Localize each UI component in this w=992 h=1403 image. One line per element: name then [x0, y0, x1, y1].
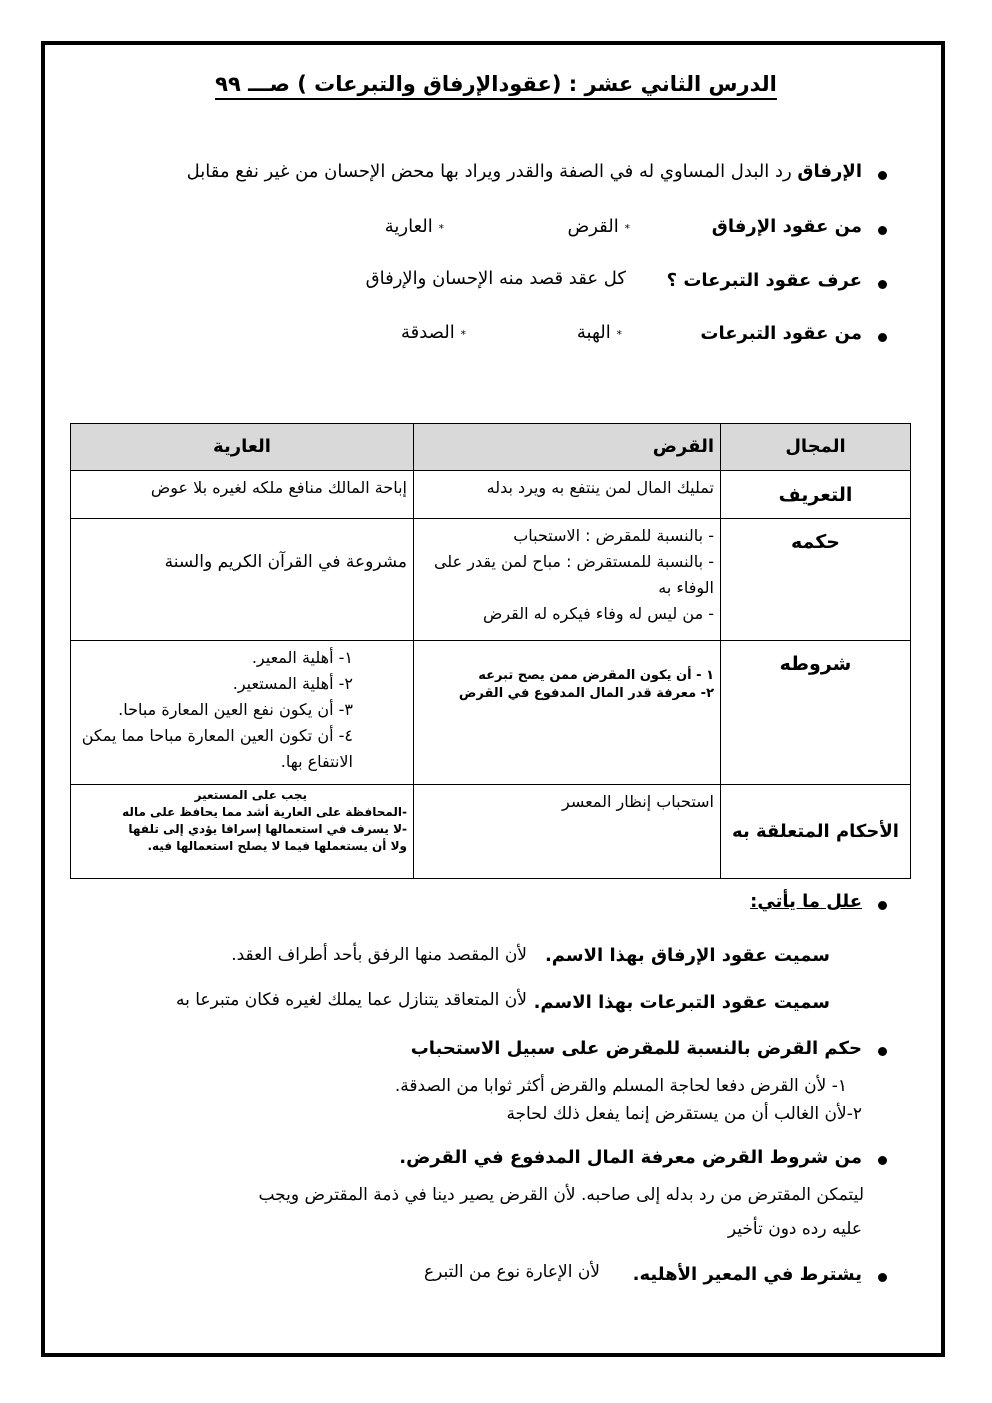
reason-a4-2: عليه رده دون تأخير	[727, 1219, 862, 1239]
table-row-conditions	[71, 641, 911, 785]
table-row-definition	[71, 471, 911, 519]
row-label-ruling: حكمه	[721, 519, 911, 641]
table-row-rulings	[71, 785, 911, 879]
bullet-1	[878, 171, 887, 180]
bullet-7	[878, 1156, 887, 1165]
cell-ariya-ruling: مشروعة في القرآن الكريم والسنة	[71, 519, 414, 641]
tabarru-question: عرف عقود التبرعات ؟	[666, 270, 862, 291]
reason-q1: سميت عقود الإرفاق بهذا الاسم.	[544, 945, 830, 966]
table-row-ruling	[71, 519, 911, 641]
bullet-4	[878, 333, 887, 342]
header-ariya: العارية	[71, 424, 414, 471]
bullet-8	[878, 1273, 887, 1282]
reason-q3: حكم القرض بالنسبة للمقرض على سبيل الاستحباب	[410, 1038, 862, 1059]
reason-q4: من شروط القرض معرفة المال المدفوع في القرض.	[399, 1147, 862, 1168]
cell-ariya-rulings: يجب على المستعير -المحافظة على العارية أشد مما يحافظ على ماله -لا يسرف في استعمالها إسرافا يؤدي إلى تلفها ولا أن يستعملها فيما لا يصلح استعمالها فيه.	[71, 785, 414, 879]
bullet-3	[878, 280, 887, 289]
reason-a3-2: ٢-لأن الغالب أن من يستقرض إنما يفعل ذلك لحاجة	[506, 1104, 862, 1124]
row-label-definition: التعريف	[721, 471, 911, 519]
irfaq-type-2: * العارية	[384, 216, 444, 237]
reason-a5: لأن الإعارة نوع من التبرع	[423, 1262, 600, 1282]
table-header-row	[71, 424, 911, 471]
header-field: المجال	[721, 424, 911, 471]
cell-qard-conditions: ١ - أن يكون المقرض ممن يصح تبرعه ٢- معرفة قدر المال المدفوع في القرض	[414, 641, 721, 785]
reason-a2: لأن المتعاقد يتنازل عما يملك لغيره فكان متبرعا به	[176, 990, 527, 1010]
irfaq-definition	[187, 161, 862, 182]
cell-ariya-conditions: ١- أهلية المعير. ٢- أهلية المستعير. ٣- أن يكون نفع العين المعارة مباحا. ٤- أن تكون العين المعارة مباحا مما يمكن الانتفاع بها.	[71, 641, 414, 785]
reason-q5: يشترط في المعير الأهليه.	[632, 1264, 862, 1285]
bullet-2	[878, 226, 887, 235]
tabarru-types-label: من عقود التبرعات	[700, 323, 862, 344]
irfaq-type-1: * القرض	[567, 216, 630, 237]
reason-a1: لأن المقصد منها الرفق بأحد أطراف العقد.	[231, 945, 527, 965]
reason-q2: سميت عقود التبرعات بهذا الاسم.	[533, 992, 830, 1013]
lesson-title: الدرس الثاني عشر : (عقودالإرفاق والتبرعات ) صـــ ٩٩	[0, 72, 992, 96]
tabarru-definition: كل عقد قصد منه الإحسان والإرفاق	[365, 268, 626, 289]
tabarru-type-2: * الصدقة	[400, 322, 466, 343]
reasons-heading: علل ما يأتي:	[750, 891, 862, 912]
bullet-6	[878, 1047, 887, 1056]
comparison-table	[70, 423, 911, 879]
row-label-conditions: شروطه	[721, 641, 911, 785]
irfaq-def-text: رد البدل المساوي له في الصفة والقدر ويراد بها محض الإحسان من غير نفع مقابل	[186, 161, 792, 182]
header-qard: القرض	[414, 424, 721, 471]
cell-qard-ruling: - بالنسبة للمقرض : الاستحباب - بالنسبة للمستقرض : مباح لمن يقدر على الوفاء به - من ليس له وفاء فيكره له القرض	[414, 519, 721, 641]
reason-a3-1: ١- لأن القرض دفعا لحاجة المسلم والقرض أكثر ثوابا من الصدقة.	[394, 1076, 847, 1096]
cell-qard-rulings: استحباب إنظار المعسر	[414, 785, 721, 879]
cell-ariya-definition: إباحة المالك منافع ملكه لغيره بلا عوض	[71, 471, 414, 519]
bullet-5	[878, 901, 887, 910]
irfaq-types-label: من عقود الإرفاق	[711, 216, 862, 237]
cell-qard-definition: تمليك المال لمن ينتفع به ويرد بدله	[414, 471, 721, 519]
irfaq-term: الإرفاق	[797, 161, 862, 182]
tabarru-type-1: * الهبة	[576, 322, 622, 343]
reason-a4-1: ليتمكن المقترض من رد بدله إلى صاحبه. لأن القرض يصير دينا في ذمة المقترض ويجب	[258, 1185, 864, 1205]
row-label-rulings: الأحكام المتعلقة به	[721, 785, 911, 879]
